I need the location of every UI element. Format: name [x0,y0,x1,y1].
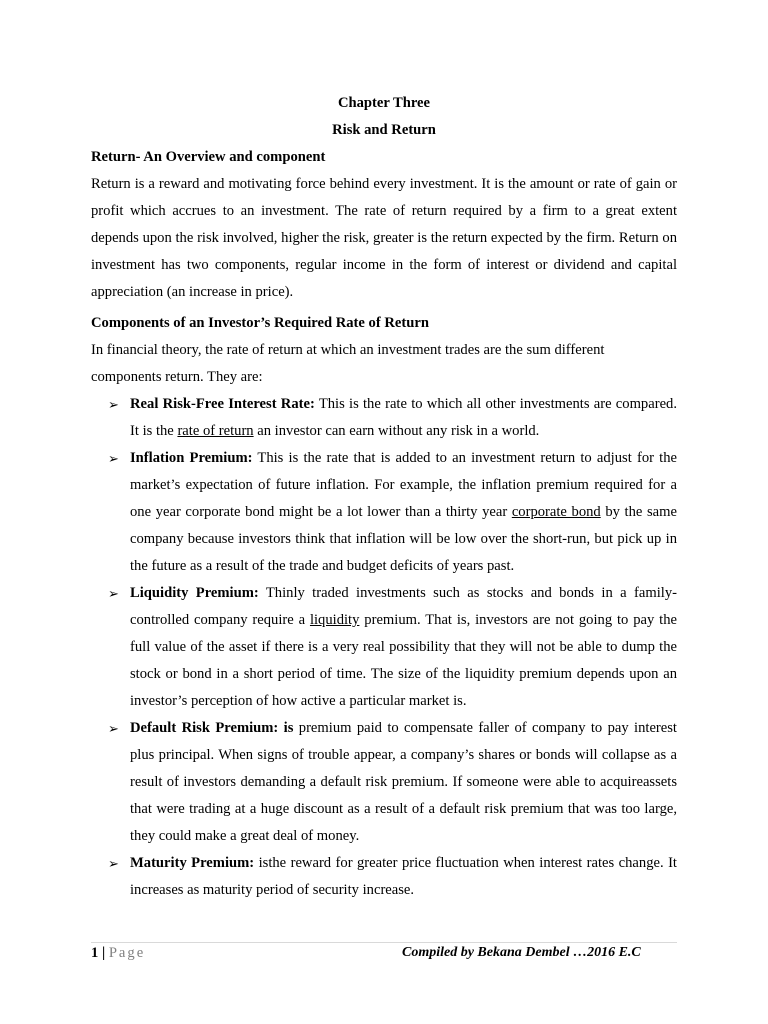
page-number: 1 [91,945,99,961]
section-intro-components: In financial theory, the rate of return at which an investment trades are the sum different components return. They are: [91,342,605,385]
list-item-text: premium paid to compensate faller of company to pay interest plus principal. When signs of trouble appear, a company’s shares or bonds will collapse as a result of investors demanding a default risk premium. If someone were able to acquireassets that were trading at a huge discount as a result of a default risk premium that was too large, they could make a great deal of money. [130,720,677,844]
list-item-term: Real Risk-Free Interest Rate: [130,396,315,412]
list-item-default-risk [91,715,677,850]
liquidity-link[interactable]: liquidity [309,612,360,628]
arrowhead-bullet-icon: ➢ [108,586,119,601]
list-item-text: Thinly traded investments such as stocks and bonds in a family-controlled company require a [130,585,677,628]
page-word: Page [108,945,146,961]
list-item-text-end: by the same company because investors think that inflation will be low over the short-run, but pick up in the future as a result of the trade and budget deficits of years past. [130,504,677,574]
list-item-inflation [91,445,677,580]
corporate-bond-link[interactable]: corporate bond [511,504,601,520]
arrowhead-bullet-icon: ➢ [108,856,119,871]
section-heading-components: Components of an Investor’s Required Rate of Return [91,315,429,331]
list-item-term: Inflation Premium: [130,450,253,466]
list-item-maturity [91,850,677,904]
section-body-return: Return is a reward and motivating force behind every investment. It is the amount or rate of gain or profit which accrues to an investment. The rate of return required by a firm to a great extent depends upon the risk involved, higher the risk, greater is the return expected by the firm. Return on investment has two components, regular income in the form of interest or dividend and capital appreciation (an increase in price). [91,176,677,300]
list-item-term: Liquidity Premium: [130,585,259,601]
footer-page-number [91,944,145,962]
footer-credit: Compiled by Bekana Dembel …2016 E.C [402,945,641,960]
arrowhead-bullet-icon: ➢ [108,397,119,412]
section-heading-return: Return- An Overview and component [91,149,326,165]
list-item-text: This is the rate that is added to an investment return to adjust for the market’s expectation of future inflation. For example, the inflation premium required for a one year corporate bond might be a lot lower than a thirty year [130,450,677,520]
chapter-title: Chapter Three [337,95,431,111]
list-item-liquidity [91,580,677,715]
page-content [91,90,677,904]
components-list [91,391,677,904]
list-item-text-end: premium. That is, investors are not going to pay the full value of the asset if there is a very real possibility that they will not be able to dump the stock or bond in a short period of time. The size of the liquidity premium depends upon an investor’s perception of how active a particular market is. [130,612,677,709]
arrowhead-bullet-icon: ➢ [108,451,119,466]
list-item-term: Default Risk Premium: is [130,720,294,736]
list-item-text: This is the rate to which all other investments are compared. It is the [130,396,677,439]
list-item-text: isthe reward for greater price fluctuation when interest rates change. It increases as maturity period of security increase. [130,855,677,898]
rate-of-return-link[interactable]: rate of return [177,423,254,439]
list-item-term: Maturity Premium: [130,855,255,871]
page-separator: | [98,945,109,961]
list-item-real-risk-free [91,391,677,445]
list-item-text-end: an investor can earn without any risk in a world. [253,423,540,439]
arrowhead-bullet-icon: ➢ [108,721,119,736]
footer-divider [91,942,677,943]
chapter-subtitle: Risk and Return [332,122,436,138]
